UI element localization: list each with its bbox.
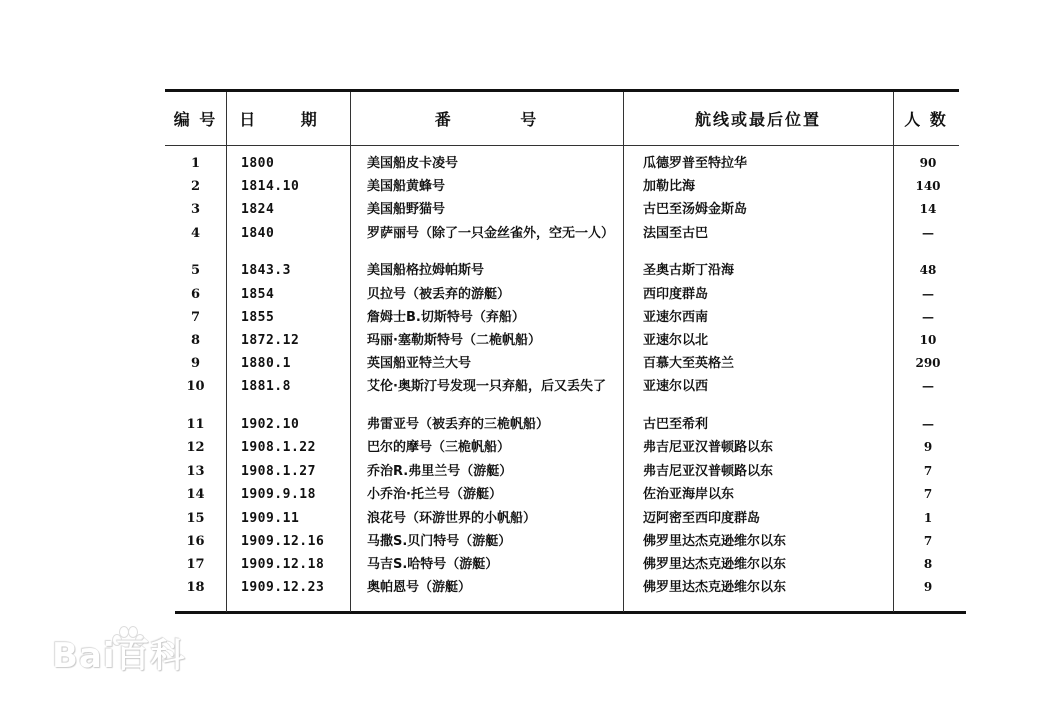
row-number: 2 <box>190 179 201 194</box>
row-date: 1908.1.22 <box>241 440 316 455</box>
row-ship-name: 马撒S.贝门特号（游艇） <box>367 534 512 549</box>
row-ship-name: 美国船皮卡凌号 <box>367 156 459 171</box>
row-route: 迈阿密至西印度群岛 <box>643 511 761 526</box>
row-route: 百慕大至英格兰 <box>643 356 735 371</box>
row-route: 弗吉尼亚汉普顿路以东 <box>643 440 774 455</box>
row-count: 7 <box>923 534 933 548</box>
row-number: 10 <box>186 379 205 394</box>
row-date: 1909.12.23 <box>241 580 325 595</box>
row-ship-name: 艾伦·奥斯汀号发现一只弃船，后又丢失了 <box>367 379 606 394</box>
row-ship-name: 詹姆士B.切斯特号（弃船） <box>367 310 525 325</box>
row-route: 佐治亚海岸以东 <box>643 487 735 502</box>
row-date: 1840 <box>241 226 275 241</box>
row-date: 1909.12.18 <box>241 557 325 572</box>
row-number: 12 <box>186 440 205 455</box>
row-count: 48 <box>919 263 937 277</box>
row-count: — <box>922 226 934 240</box>
row-ship-name: 马吉S.哈特号（游艇） <box>367 557 499 572</box>
header-no: 编 号 <box>173 110 218 129</box>
row-ship-name: 浪花号（环游世界的小帆船） <box>367 511 537 526</box>
row-date: 1902.10 <box>241 417 300 432</box>
row-ship-name: 美国船格拉姆帕斯号 <box>367 263 485 278</box>
row-route: 法国至古巴 <box>643 226 709 241</box>
row-date: 1824 <box>241 202 275 217</box>
row-count: 140 <box>915 179 941 193</box>
row-ship-name: 美国船野猫号 <box>367 202 446 217</box>
row-number: 3 <box>190 202 201 217</box>
row-route: 西印度群岛 <box>643 287 709 302</box>
row-route: 古巴至汤姆金斯岛 <box>643 202 748 217</box>
row-ship-name: 乔治R.弗里兰号（游艇） <box>367 464 513 479</box>
row-ship-name: 奥帕恩号（游艇） <box>367 580 472 595</box>
header-name: 番 号 <box>434 110 539 129</box>
row-ship-name: 巴尔的摩号（三桅帆船） <box>367 440 511 455</box>
row-count: 90 <box>919 156 937 170</box>
row-route: 亚速尔以北 <box>643 333 709 348</box>
row-number: 11 <box>186 417 205 432</box>
row-number: 13 <box>186 464 205 479</box>
row-number: 7 <box>190 310 201 325</box>
row-count: 9 <box>923 440 933 454</box>
table-header-rule <box>165 145 959 146</box>
row-ship-name: 英国船亚特兰大号 <box>367 356 472 371</box>
row-route: 瓜德罗普至特拉华 <box>643 156 748 171</box>
row-count: 1 <box>923 511 933 525</box>
row-count: — <box>922 417 934 431</box>
row-count: 7 <box>923 464 933 478</box>
row-date: 1855 <box>241 310 275 325</box>
row-number: 14 <box>186 487 205 502</box>
header-count: 人 数 <box>904 110 948 129</box>
row-ship-name: 美国船黄蜂号 <box>367 179 446 194</box>
row-number: 6 <box>190 287 201 302</box>
row-route: 佛罗里达杰克逊维尔以东 <box>643 580 787 595</box>
row-route: 圣奥古斯丁沿海 <box>643 263 735 278</box>
row-number: 5 <box>190 263 201 278</box>
header-date: 日 期 <box>239 110 337 129</box>
row-date: 1872.12 <box>241 333 300 348</box>
row-count: — <box>922 287 934 301</box>
row-date: 1814.10 <box>241 179 300 194</box>
row-number: 16 <box>186 534 205 549</box>
column-divider <box>623 92 624 612</box>
row-ship-name: 罗萨丽号（除了一只金丝雀外，空无一人） <box>367 226 615 241</box>
row-count: 290 <box>915 356 941 370</box>
row-date: 1800 <box>241 156 275 171</box>
row-date: 1909.9.18 <box>241 487 316 502</box>
row-ship-name: 玛丽·塞勒斯特号（二桅帆船） <box>367 333 541 348</box>
row-number: 18 <box>186 580 205 595</box>
row-route: 亚速尔以西 <box>643 379 709 394</box>
row-route: 加勒比海 <box>643 179 696 194</box>
row-ship-name: 贝拉号（被丢弃的游艇） <box>367 287 511 302</box>
row-route: 弗吉尼亚汉普顿路以东 <box>643 464 774 479</box>
row-count: 7 <box>923 487 933 501</box>
row-number: 9 <box>190 356 201 371</box>
row-route: 亚速尔西南 <box>643 310 709 325</box>
row-route: 古巴至希利 <box>643 417 709 432</box>
row-number: 8 <box>190 333 201 348</box>
row-date: 1880.1 <box>241 356 291 371</box>
row-route: 佛罗里达杰克逊维尔以东 <box>643 557 787 572</box>
watermark: Bai百科 <box>52 636 186 676</box>
row-date: 1909.11 <box>241 511 300 526</box>
row-date: 1881.8 <box>241 379 291 394</box>
row-count: 14 <box>919 202 937 216</box>
row-date: 1909.12.16 <box>241 534 325 549</box>
row-route: 佛罗里达杰克逊维尔以东 <box>643 534 787 549</box>
row-number: 15 <box>186 511 205 526</box>
row-number: 1 <box>190 156 201 171</box>
row-count: 10 <box>919 333 937 347</box>
row-number: 17 <box>186 557 205 572</box>
row-date: 1843.3 <box>241 263 291 278</box>
row-count: — <box>922 310 934 324</box>
table-bottom-rule <box>175 611 966 614</box>
column-divider <box>226 92 227 612</box>
row-count: 9 <box>923 580 933 594</box>
row-count: 8 <box>923 557 933 571</box>
row-date: 1854 <box>241 287 275 302</box>
row-count: — <box>922 379 934 393</box>
header-route: 航线或最后位置 <box>694 110 821 129</box>
row-number: 4 <box>190 226 201 241</box>
row-ship-name: 弗雷亚号（被丢弃的三桅帆船） <box>367 417 550 432</box>
row-ship-name: 小乔治·托兰号（游艇） <box>367 487 502 502</box>
row-date: 1908.1.27 <box>241 464 316 479</box>
